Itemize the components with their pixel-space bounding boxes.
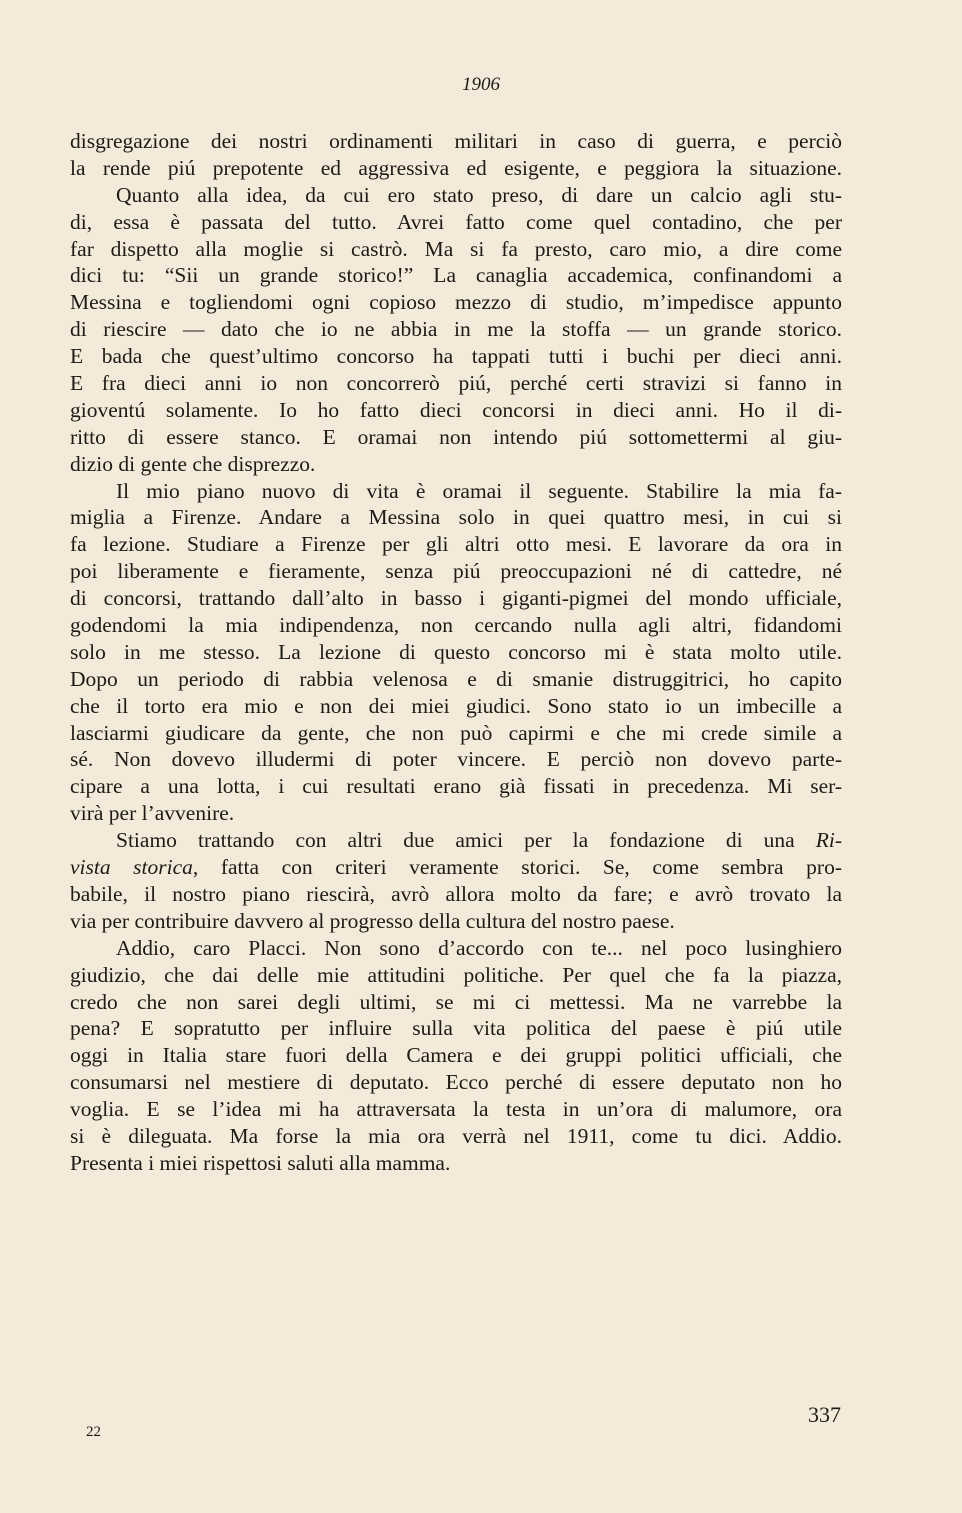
text-line	[70, 236, 842, 263]
line-text: cipare a una lotta, i cui resultati erano già fissati in precedenza. Mi ser-	[70, 774, 842, 799]
text-line	[70, 209, 842, 236]
text-line	[70, 155, 842, 182]
line-text: Stiamo trattando con altri due amici per la fondazione di una	[116, 828, 816, 853]
text-line	[70, 746, 842, 773]
page-number: 337	[808, 1402, 841, 1427]
line-text: Quanto alla idea, da cui ero stato preso, di dare un calcio agli stu-	[116, 182, 842, 207]
text-line	[70, 1015, 842, 1042]
line-text: di concorsi, trattando dall’alto in basso i giganti-pigmei del mondo ufficiale,	[70, 586, 842, 611]
text-line	[70, 343, 842, 370]
line-text: lasciarmi giudicare da gente, che non può capirmi e che mi crede simile a	[70, 720, 842, 745]
line-text: E fra dieci anni io non concorrerò piú, perché certi stravizi si fanno in	[70, 371, 842, 396]
text-line	[70, 720, 842, 747]
text-line	[70, 1123, 842, 1150]
text-line	[70, 800, 842, 827]
line-text: pena? E sopratutto per influire sulla vita politica del paese è piú utile	[70, 1016, 842, 1041]
text-line	[70, 316, 842, 343]
line-text: credo che non sarei degli ultimi, se mi ci mettessi. Ma ne varrebbe la	[70, 989, 842, 1014]
text-line	[70, 478, 842, 505]
text-line	[70, 585, 842, 612]
text-line	[70, 989, 842, 1016]
text-line	[70, 1150, 842, 1177]
signature-mark: 22	[86, 1424, 101, 1440]
line-text: oggi in Italia stare fuori della Camera e dei gruppi politici ufficiali, che	[70, 1043, 842, 1068]
text-line	[70, 289, 842, 316]
text-line	[70, 908, 842, 935]
line-text: miglia a Firenze. Andare a Messina solo in quei quattro mesi, in cui si	[70, 505, 842, 530]
text-line	[70, 451, 842, 478]
line-text: ritto di essere stanco. E oramai non intendo piú sottomettermi al giu-	[70, 424, 842, 449]
body-text	[70, 128, 842, 1177]
line-text: di, essa è passata del tutto. Avrei fatto come quel contadino, che per	[70, 209, 842, 234]
line-text: dici tu: “Sii un grande storico!” La canaglia accademica, confinandomi a	[70, 263, 842, 288]
line-text: che il torto era mio e non dei miei giudici. Sono stato io un imbecille a	[70, 693, 842, 718]
line-text: gioventú solamente. Io ho fatto dieci concorsi in dieci anni. Ho il di-	[70, 397, 842, 422]
line-text: di riescire — dato che io ne abbia in me la stoffa — un grande storico.	[70, 317, 842, 342]
line-text: consumarsi nel mestiere di deputato. Ecco perché di essere deputato non ho	[70, 1070, 842, 1095]
line-text: la rende piú prepotente ed aggressiva ed esigente, e peggiora la situazione.	[70, 155, 842, 180]
text-line	[70, 1096, 842, 1123]
line-text: Messina e togliendomi ogni copioso mezzo di studio, m’impedisce appunto	[70, 290, 842, 315]
text-line	[70, 1042, 842, 1069]
line-text: Dopo un periodo di rabbia velenosa e di smanie distruggitrici, ho capito	[70, 666, 842, 691]
text-line	[70, 397, 842, 424]
text-line	[70, 612, 842, 639]
line-text: , fatta con criteri veramente storici. Se, come sembra pro-	[192, 855, 842, 880]
text-line	[70, 666, 842, 693]
line-text: godendomi la mia indipendenza, non cercando nulla agli altri, fidandomi	[70, 613, 842, 638]
text-line	[70, 262, 842, 289]
line-text: Il mio piano nuovo di vita è oramai il seguente. Stabilire la mia fa-	[116, 478, 842, 503]
line-text: far dispetto alla moglie si castrò. Ma si fa presto, caro mio, a dire come	[70, 236, 842, 261]
line-text: dizio di gente che disprezzo.	[70, 451, 316, 476]
text-line	[70, 558, 842, 585]
text-line	[70, 504, 842, 531]
line-text: sé. Non dovevo illudermi di poter vincere. E perciò non dovevo parte-	[70, 747, 842, 772]
line-text: si è dileguata. Ma forse la mia ora verrà nel 1911, come tu dici. Addio.	[70, 1123, 842, 1148]
text-line	[70, 370, 842, 397]
line-text: Addio, caro Placci. Non sono d’accordo con te... nel poco lusinghiero	[116, 935, 842, 960]
line-text: Presenta i miei rispettosi saluti alla mamma.	[70, 1150, 451, 1175]
italic-title: Ri-	[815, 828, 842, 853]
line-text: virà per l’avvenire.	[70, 801, 235, 826]
text-line	[70, 935, 842, 962]
text-line	[70, 639, 842, 666]
line-text: poi liberamente e fieramente, senza piú preoccupazioni né di cattedre, né	[70, 559, 842, 584]
text-line	[70, 827, 842, 854]
text-line	[70, 962, 842, 989]
text-line	[70, 881, 842, 908]
text-line	[70, 854, 842, 881]
text-line	[70, 773, 842, 800]
line-text: disgregazione dei nostri ordinamenti militari in caso di guerra, e perciò	[70, 129, 842, 153]
text-line	[70, 693, 842, 720]
text-line	[70, 531, 842, 558]
text-line	[70, 182, 842, 209]
running-head: 1906	[462, 74, 500, 95]
line-text: E bada che quest’ultimo concorso ha tappati tutti i buchi per dieci anni.	[70, 344, 842, 369]
line-text: babile, il nostro piano riescirà, avrò allora molto da fare; e avrò trovato la	[70, 881, 842, 906]
line-text: giudizio, che dai delle mie attitudini politiche. Per quel che fa la piazza,	[70, 962, 842, 987]
text-line	[70, 1069, 842, 1096]
line-text: solo in me stesso. La lezione di questo concorso mi è stata molto utile.	[70, 639, 842, 664]
line-text: via per contribuire davvero al progresso della cultura del nostro paese.	[70, 908, 675, 933]
line-text: voglia. E se l’idea mi ha attraversata la testa in un’ora di malumore, ora	[70, 1097, 842, 1122]
text-line	[70, 128, 842, 155]
line-text: fa lezione. Studiare a Firenze per gli altri otto mesi. E lavorare da ora in	[70, 532, 842, 557]
italic-title: vista storica	[70, 855, 193, 880]
text-line	[70, 424, 842, 451]
